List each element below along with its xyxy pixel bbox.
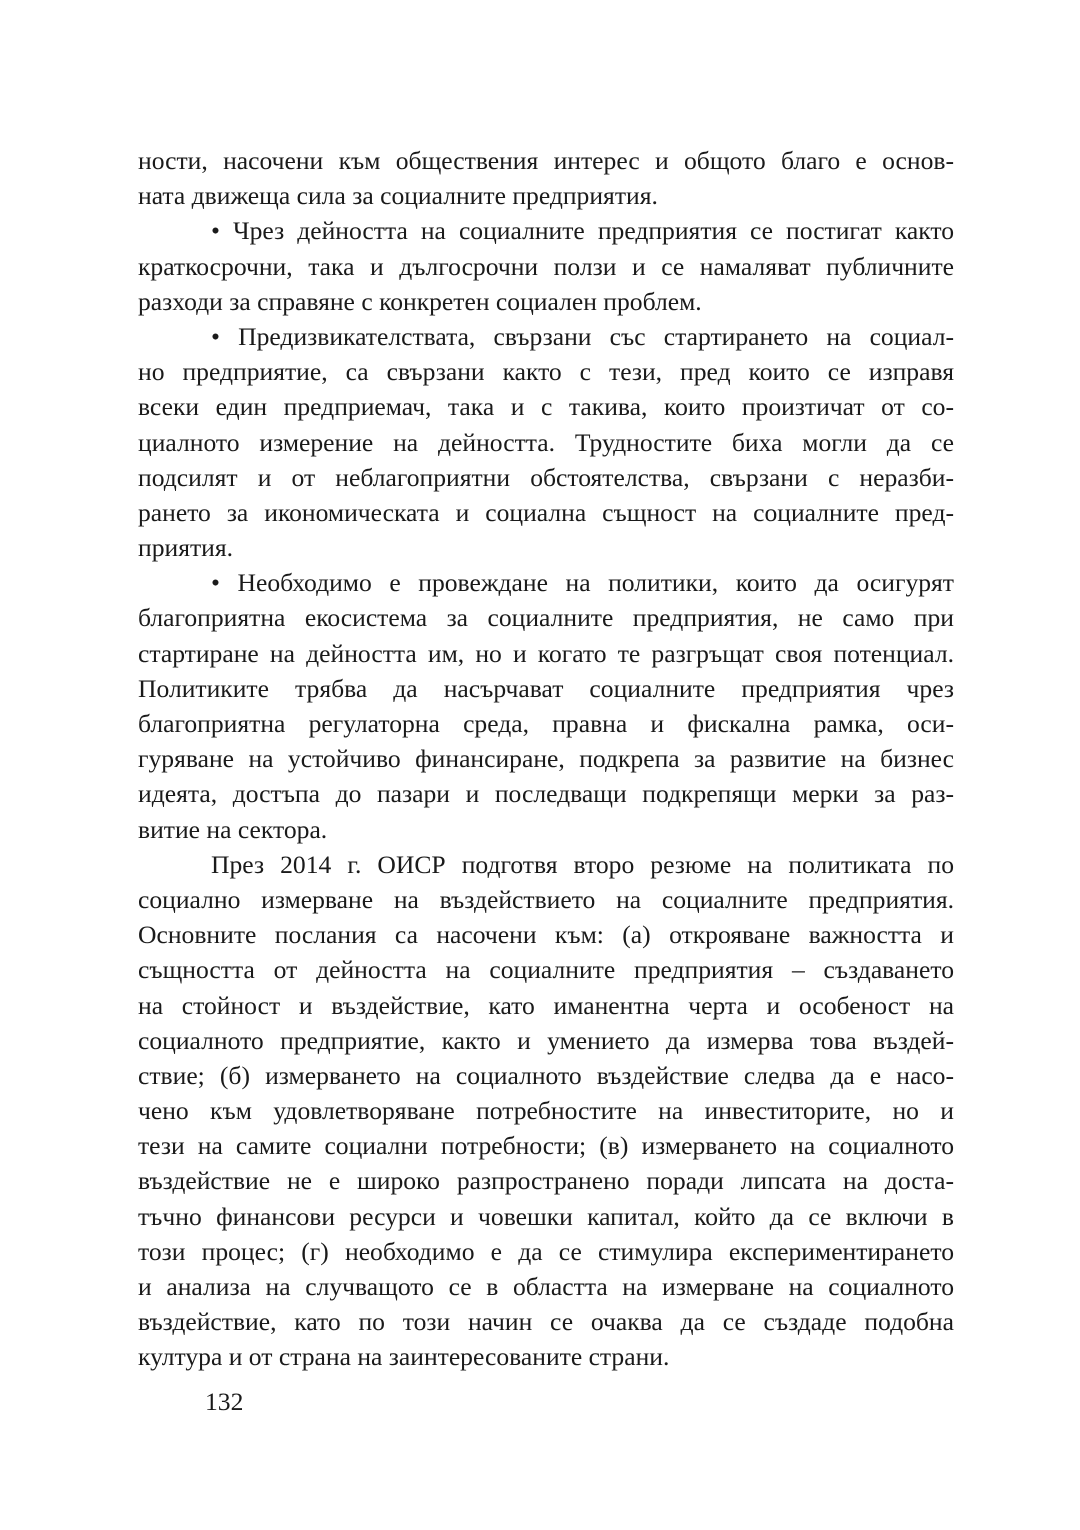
text-line: Основните послания са насочени към: (а) открояване важността и	[138, 920, 954, 950]
text-line: социалното предприятие, както и умението да измерва това въздей-	[138, 1025, 954, 1055]
text-line: благоприятна регулаторна среда, правна и фискална рамка, оси-	[138, 709, 954, 738]
text-line: краткосрочни, така и дългосрочни ползи и се намаляват публичните	[138, 251, 954, 281]
text-line: циалното измерение на дейността. Трудностите биха могли да се	[138, 427, 954, 457]
bullet-paragraph-start: • Необходимо е провеждане на политики, които да осигурят	[211, 568, 954, 598]
text-line: подсилят и от неблагоприятни обстоятелства, свързани с неразби-	[138, 462, 954, 492]
text-line: разходи за справяне с конкретен социален проблем.	[138, 286, 702, 316]
text-line: на стойност и въздействие, като иманентна черта и особеност на	[138, 990, 954, 1020]
text-line: чено към удовлетворяване потребностите на инвеститорите, но и	[138, 1096, 954, 1126]
text-line: Политиките трябва да насърчават социалните предприятия чрез	[138, 673, 954, 703]
page-number: 132	[205, 1387, 244, 1416]
text-line: ната движеща сила за социалните предприятия.	[138, 181, 658, 211]
body-text	[138, 143, 954, 1375]
text-line: витие на сектора.	[138, 814, 328, 844]
text-line: рането за икономическата и социална същност на социалните пред-	[138, 497, 954, 527]
text-line: култура и от страна на заинтересованите страни.	[138, 1342, 670, 1372]
text-line: ности, насочени към обществения интерес и общото благо е основ-	[138, 146, 954, 175]
text-line: въздействие не е широко разпространено поради липсата на доста-	[138, 1166, 954, 1196]
text-line: идеята, достъпа до пазари и последващи подкрепящи мерки за раз-	[138, 779, 954, 809]
text-line: приятия.	[138, 533, 234, 563]
bullet-paragraph-start: • Предизвикателствата, свързани със стартирането на социал-	[211, 321, 954, 351]
text-line: този процес; (г) необходимо е да се стимулира експериментирането	[138, 1236, 954, 1266]
text-line: благоприятна екосистема за социалните предприятия, не само при	[138, 603, 954, 633]
text-line: тези на самите социални потребности; (в) измерването на социалното	[138, 1131, 954, 1161]
text-line: гуряване на устойчиво финансиране, подкрепа за развитие на бизнес	[138, 744, 954, 774]
text-line: въздействие, като по този начин се очаква да се създаде подобна	[138, 1307, 954, 1337]
text-line: и анализа на случващото се в областта на измерване на социалното	[138, 1272, 954, 1301]
text-line: ствие; (б) измерването на социалното въздействие следва да е насо-	[138, 1060, 954, 1090]
text-line: стартиране на дейността им, но и когато те разгръщат своя потенциал.	[138, 638, 954, 668]
text-line: тъчно финансови ресурси и човешки капитал, който да се включи в	[138, 1201, 954, 1231]
bullet-paragraph-start: • Чрез дейността на социалните предприятия се постигат както	[211, 216, 954, 246]
text-line: същността от дейността на социалните предприятия – създаването	[138, 955, 954, 985]
paragraph-start: През 2014 г. ОИСР подготвя второ резюме на политиката по	[211, 849, 954, 879]
text-line: всеки един предприемач, така и с такива, които произтичат от со-	[138, 392, 954, 422]
text-line: социално измерване на въздействието на социалните предприятия.	[138, 884, 954, 914]
text-line: но предприятие, са свързани както с тези, пред които се изправя	[138, 357, 954, 387]
